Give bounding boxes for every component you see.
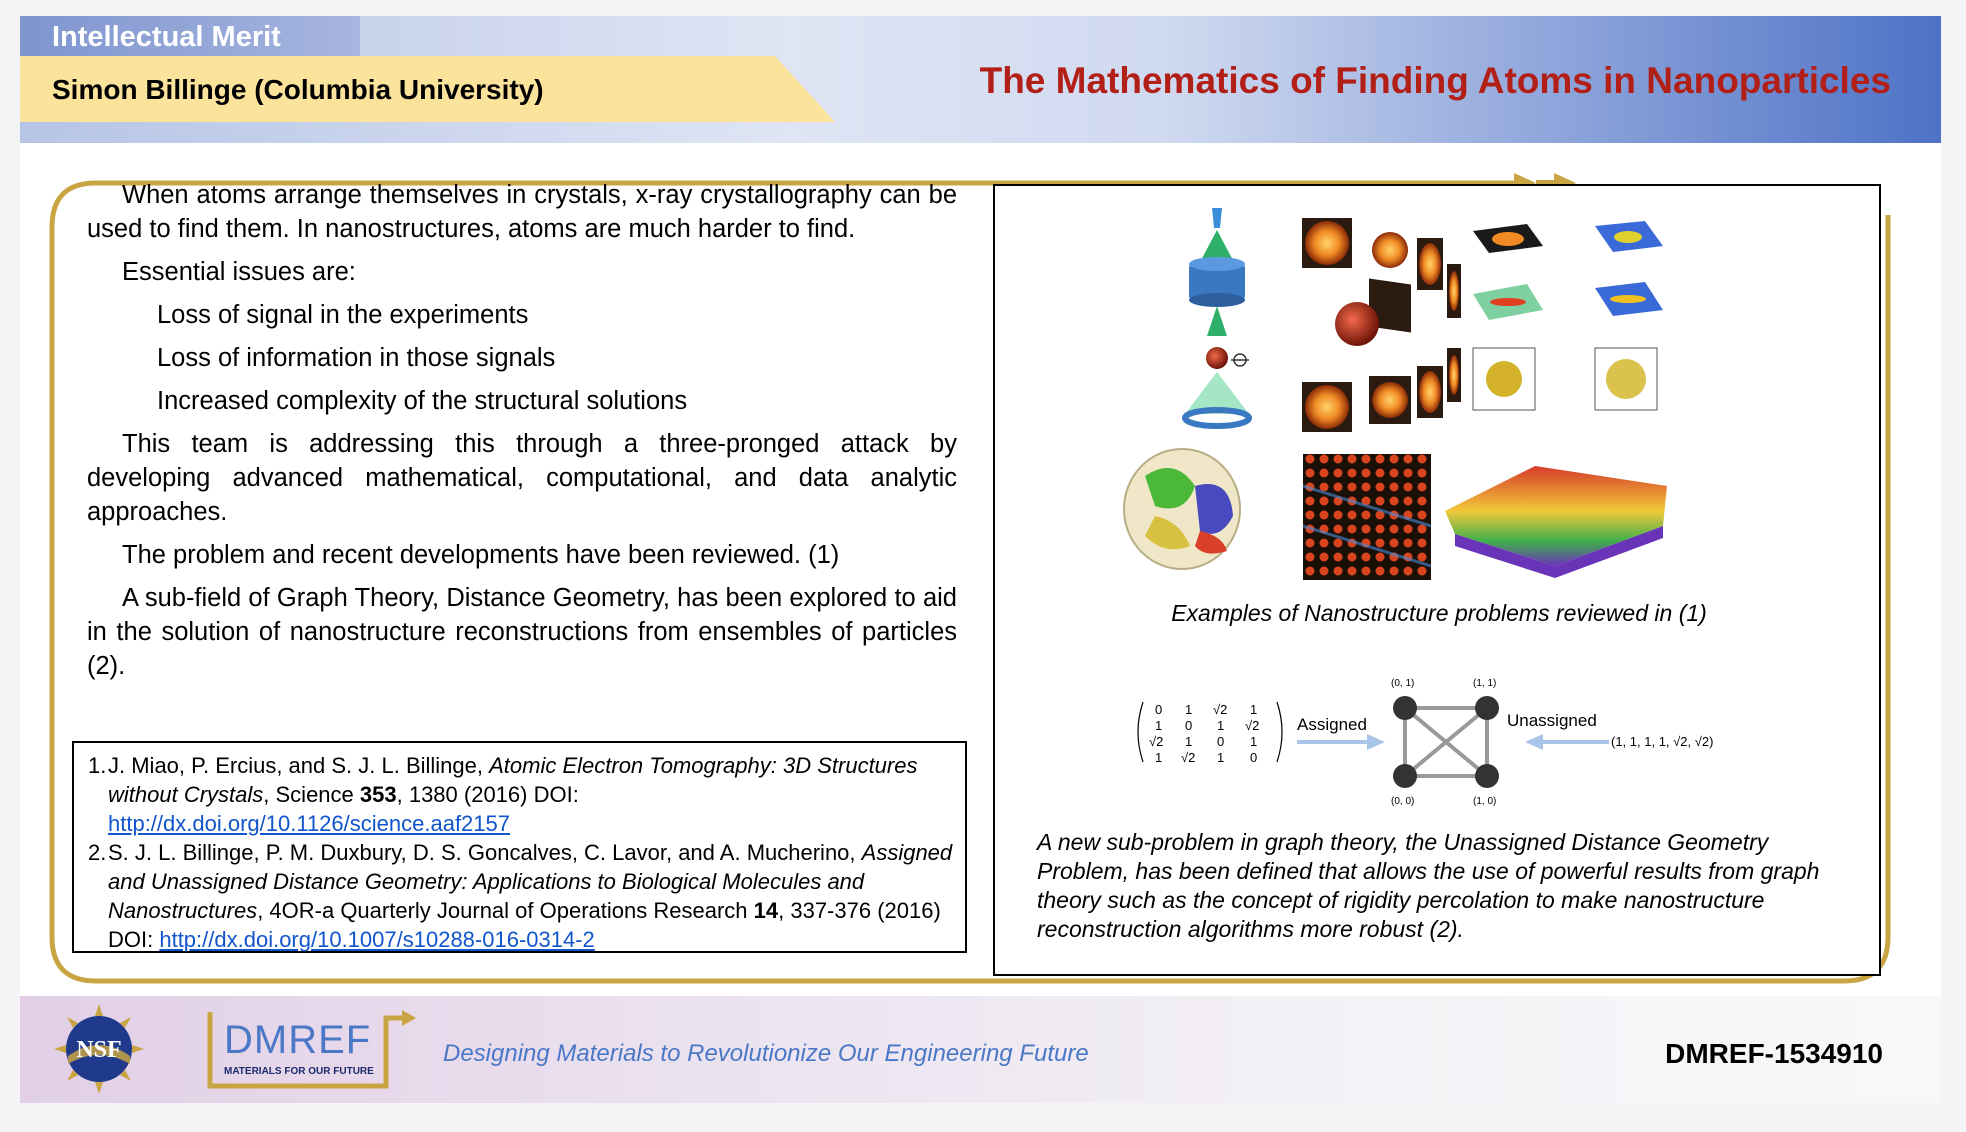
square-graph [1391,678,1499,807]
node-label: (0, 1) [1391,678,1415,689]
reference-journal: , 4OR-a Quarterly Journal of Operations Research [257,898,754,923]
matrix-cell: √2 [1245,718,1260,733]
unassigned-arrow-icon [1525,734,1609,750]
issue-item: Increased complexity of the structural solutions [157,387,688,415]
references-box [72,741,967,953]
figure-caption-2: A new sub-problem in graph theory, the Unassigned Distance Geometry Problem, has been defined that allows the use of powerful results from graph theory such as the concept of rigidity percolation to make nanostructure reconstruction algorithms more robust (2). [1037,829,1820,942]
atomic-lattice-image [1303,454,1431,580]
reference-number: 2. [88,840,107,865]
matrix-cell: √2 [1149,734,1164,749]
reference-pages: , 1380 (2016) DOI: [396,782,579,807]
reference-authors: S. J. L. Billinge, P. M. Duxbury, D. S. Goncalves, C. Lavor, and A. Mucherino, [108,840,862,865]
reference-volume: 353 [359,782,397,807]
paragraph-issues-heading: Essential issues are: [122,258,356,286]
figure-box [993,184,1881,976]
nanostructure-examples-figure [995,186,1883,606]
assigned-arrow-icon [1297,734,1385,750]
dmref-logo-subtitle: MATERIALS FOR OUR FUTURE [224,1066,374,1077]
matrix-cell: 1 [1185,702,1193,717]
distance-matrix [1138,702,1282,765]
distance-list: (1, 1, 1, 1, √2, √2) [1611,734,1714,749]
assigned-label: Assigned [1297,715,1367,734]
matrix-cell: 1 [1250,702,1258,717]
matrix-cell: 1 [1155,750,1163,765]
matrix-cell: 1 [1217,718,1225,733]
paragraph-review: The problem and recent developments have been reviewed. (1) [122,541,840,569]
figure-caption-1: Examples of Nanostructure problems reviewed in (1) [1171,600,1707,626]
reference-authors: J. Miao, P. Ercius, and S. J. L. Billinge, [108,753,490,778]
unassigned-label: Unassigned [1507,711,1597,730]
nanoparticle-surface [1445,466,1667,578]
graph-node [1393,764,1417,788]
matrix-cell: 0 [1217,734,1225,749]
diffraction-patterns [1302,218,1461,432]
dmref-logo-text: DMREF [224,1018,372,1062]
matrix-cell: 1 [1155,718,1163,733]
matrix-cell: √2 [1181,750,1196,765]
graph-node [1475,696,1499,720]
issue-item: Loss of signal in the experiments [157,301,529,329]
distance-geometry-diagram [995,664,1883,824]
reference-pages: , 337-376 (2016) DOI: [108,898,941,952]
nsf-logo [54,1004,144,1094]
issue-item: Loss of information in those signals [157,344,556,372]
matrix-cell: 0 [1250,750,1258,765]
reference-item [88,751,955,838]
reference-doi-link[interactable]: http://dx.doi.org/10.1007/s10288-016-0314-2 [159,927,595,952]
matrix-cell: 1 [1185,734,1193,749]
dmref-logo [180,1004,420,1094]
section-label: Intellectual Merit [52,21,281,53]
footer-tagline: Designing Materials to Revolutionize Our Engineering Future [443,1040,1089,1067]
reciprocal-space-planes [1473,221,1663,410]
matrix-cell: 0 [1155,702,1163,717]
matrix-cell: √2 [1213,702,1228,717]
paragraph-graph-theory: A sub-field of Graph Theory, Distance Geometry, has been explored to aid in the solution of nanostructure reconstructions from ensembles of particles (2). [87,584,957,680]
graph-node [1475,764,1499,788]
node-label: (1, 0) [1473,796,1497,807]
microscope-illustration [1185,208,1249,426]
award-number: DMREF-1534910 [1665,1038,1883,1069]
reference-title: Assigned and Unassigned Distance Geometry: Applications to Biological Molecules and Nanostructures [108,840,953,923]
node-label: (1, 1) [1473,678,1497,689]
paragraph-approach: This team is addressing this through a three-pronged attack by developing advanced mathematical, computational, and data analytic approaches. [87,430,957,526]
reference-number: 1. [88,753,107,778]
body-text [87,178,957,692]
slide-title: The Mathematics of Finding Atoms in Nanoparticles [979,60,1891,101]
protein-reconstruction [1124,449,1240,569]
matrix-cell: 1 [1217,750,1225,765]
reference-volume: 14 [753,898,779,923]
reference-doi-link[interactable]: http://dx.doi.org/10.1126/science.aaf2157 [108,811,510,836]
reference-title: Atomic Electron Tomography: 3D Structures without Crystals [108,753,918,807]
reference-item [88,838,955,954]
graph-node [1393,696,1417,720]
reference-journal: , Science [263,782,360,807]
matrix-cell: 1 [1250,734,1258,749]
node-label: (0, 0) [1391,796,1415,807]
matrix-cell: 0 [1185,718,1193,733]
paragraph-intro: When atoms arrange themselves in crystals, x-ray crystallography can be used to find them. In nanostructures, atoms are much harder to find. [87,181,957,243]
slide [20,16,1941,1103]
nsf-logo-text: NSF [76,1037,122,1063]
author-name: Simon Billinge (Columbia University) [52,74,544,105]
